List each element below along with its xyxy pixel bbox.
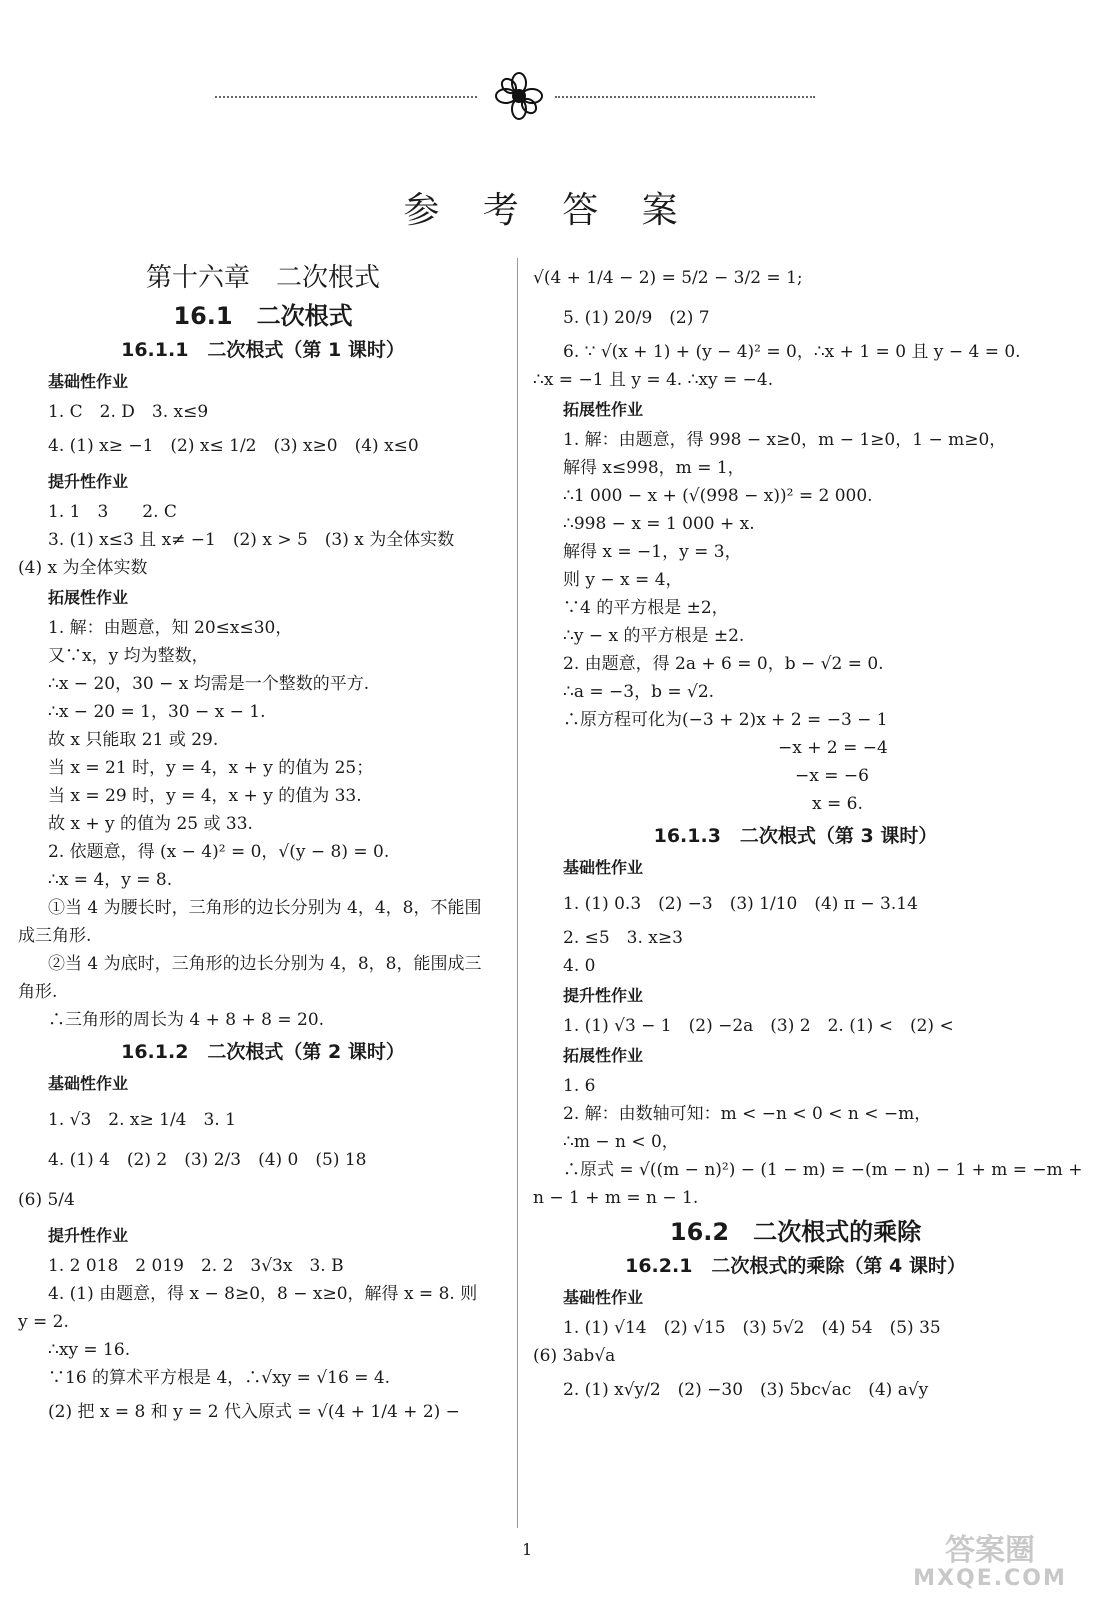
homework-label: 基础性作业 — [48, 1074, 129, 1093]
answer-line: ∴x − 20 = 1，30 − x − 1. — [48, 702, 266, 722]
answer-line: 1. 解：由题意，得 998 − x≥0，m − 1≥0，1 − m≥0， — [563, 430, 1007, 450]
answer-line: −x = −6 — [778, 766, 869, 786]
homework-label: 拓展性作业 — [563, 1046, 644, 1065]
answer-line: (6) 3ab√a — [533, 1346, 616, 1366]
subsection-heading: 16.1.1 二次根式（第 1 课时） — [121, 339, 405, 361]
answer-line: ∵16 的算术平方根是 4，∴√xy = √16 = 4. — [48, 1368, 391, 1388]
homework-label: 基础性作业 — [48, 372, 129, 391]
answer-line: 1. (1) √3 − 1 (2) −2a (3) 2 2. (1) < (2) < — [563, 1016, 954, 1036]
answer-line: ∴m − n < 0， — [563, 1132, 679, 1152]
answer-line: 1. √3 2. x≥ 1/4 3. 1 — [48, 1110, 236, 1130]
answer-line: 1. 解：由题意，知 20≤x≤30， — [48, 618, 293, 638]
answer-line: 1. 2 018 2 019 2. 2 3√3x 3. B — [48, 1256, 344, 1276]
answer-line: ∴a = −3，b = √2. — [563, 682, 715, 702]
answer-line: ∴998 − x = 1 000 + x. — [563, 514, 755, 534]
ornament-dotted-line-right — [555, 96, 815, 98]
header-ornament — [215, 72, 815, 122]
section-heading: 16.2 二次根式的乘除 — [669, 1218, 922, 1246]
answer-line: 成三角形. — [18, 926, 92, 946]
answer-line: ②当 4 为底时，三角形的边长分别为 4，8，8，能围成三 — [48, 954, 482, 974]
section-heading: 16.1 二次根式 — [173, 302, 353, 330]
answer-line: ∴1 000 − x + (√(998 − x))² = 2 000. — [563, 486, 873, 506]
answer-line: 当 x = 29 时，y = 4，x + y 的值为 33. — [48, 786, 362, 806]
answer-line: 故 x + y 的值为 25 或 33. — [48, 814, 253, 834]
page-title: 参 考 答 案 — [403, 190, 694, 231]
page-number: 1 — [522, 1540, 533, 1559]
answer-line: n − 1 + m = n − 1. — [533, 1188, 699, 1208]
answer-line: ∴原式 = √((m − n)²) − (1 − m) = −(m − n) − 1 + m = −m + — [563, 1160, 1083, 1180]
answer-line: 1. C 2. D 3. x≤9 — [48, 402, 209, 422]
answer-line: 2. (1) x√y/2 (2) −30 (3) 5bc√ac (4) a√y — [563, 1380, 929, 1400]
homework-label: 拓展性作业 — [48, 588, 129, 607]
answer-line: 则 y − x = 4， — [563, 570, 683, 590]
answer-line: 4. (1) 4 (2) 2 (3) 2/3 (4) 0 (5) 18 — [48, 1150, 367, 1170]
answer-line: 4. (1) 由题意，得 x − 8≥0，8 − x≥0，解得 x = 8. 则 — [48, 1284, 478, 1304]
answer-line: 1. (1) √14 (2) √15 (3) 5√2 (4) 54 (5) 35 — [563, 1318, 941, 1338]
answer-line: √(4 + 1/4 − 2) = 5/2 − 3/2 = 1; — [533, 268, 803, 288]
answer-line: 当 x = 21 时，y = 4，x + y 的值为 25； — [48, 758, 374, 778]
flower-ornament-icon — [495, 72, 543, 120]
right-column — [533, 258, 1083, 1410]
watermark-text-cn: 答案圈 — [945, 1533, 1035, 1568]
homework-label: 基础性作业 — [563, 858, 644, 877]
answer-line: ∴三角形的周长为 4 + 8 + 8 = 20. — [48, 1010, 325, 1030]
answer-line: 2. 依题意，得 (x − 4)² = 0，√(y − 8) = 0. — [48, 842, 390, 862]
watermark-text-url: MXQE.COM — [913, 1566, 1067, 1591]
subsection-heading: 16.1.2 二次根式（第 2 课时） — [121, 1041, 405, 1063]
homework-label: 提升性作业 — [48, 1226, 129, 1245]
answer-line: 2. 解：由数轴可知：m < −n < 0 < n < −m， — [563, 1104, 932, 1124]
answer-line: 4. (1) x≥ −1 (2) x≤ 1/2 (3) x≥0 (4) x≤0 — [48, 436, 419, 456]
answer-line: (6) 5/4 — [18, 1190, 75, 1210]
answer-line: 2. ≤5 3. x≥3 — [563, 928, 683, 948]
answer-line: ①当 4 为腰长时，三角形的边长分别为 4，4，8，不能围 — [48, 898, 482, 918]
answer-line: ∴y − x 的平方根是 ±2. — [563, 626, 745, 646]
answer-line: 角形. — [18, 982, 58, 1002]
answer-line: 3. (1) x≤3 且 x≠ −1 (2) x > 5 (3) x 为全体实数 — [48, 530, 455, 550]
answer-line: 解得 x = −1，y = 3， — [563, 542, 742, 562]
answer-line: 又∵x，y 均为整数， — [48, 646, 209, 666]
answer-line: 6. ∵ √(x + 1) + (y − 4)² = 0，∴x + 1 = 0 且 y − 4 = 0. — [563, 342, 1021, 362]
answer-line: ∴xy = 16. — [48, 1340, 131, 1360]
ornament-dotted-line-left — [215, 96, 477, 98]
watermark-logo — [900, 1535, 1080, 1591]
answer-line: 5. (1) 20/9 (2) 7 — [563, 308, 710, 328]
answer-line: 解得 x≤998，m = 1， — [563, 458, 745, 478]
answer-line: y = 2. — [18, 1312, 69, 1332]
answer-line: (4) x 为全体实数 — [18, 558, 148, 578]
answer-line: 1. (1) 0.3 (2) −3 (3) 1/10 (4) π − 3.14 — [563, 894, 918, 914]
answer-line: ∴原方程可化为(−3 + 2)x + 2 = −3 − 1 — [563, 710, 888, 730]
homework-label: 基础性作业 — [563, 1288, 644, 1307]
answer-line: ∴x = 4，y = 8. — [48, 870, 173, 890]
answer-line: 1. 6 — [563, 1076, 596, 1096]
left-column — [18, 258, 508, 1432]
answer-line: −x + 2 = −4 — [778, 738, 888, 758]
answer-line: ∴x = −1 且 y = 4. ∴xy = −4. — [533, 370, 774, 390]
homework-label: 拓展性作业 — [563, 400, 644, 419]
answer-line: x = 6. — [778, 794, 863, 814]
column-divider — [517, 258, 518, 1528]
answer-line: 4. 0 — [563, 956, 596, 976]
subsection-heading: 16.2.1 二次根式的乘除（第 4 课时） — [625, 1255, 966, 1277]
answer-line: ∵4 的平方根是 ±2， — [563, 598, 729, 618]
homework-label: 提升性作业 — [563, 986, 644, 1005]
answer-line: ∴x − 20，30 − x 均需是一个整数的平方. — [48, 674, 370, 694]
chapter-heading: 第十六章 二次根式 — [145, 263, 380, 293]
subsection-heading: 16.1.3 二次根式（第 3 课时） — [653, 825, 938, 847]
answer-line: 1. 1 3 2. C — [48, 502, 177, 522]
answer-line: 故 x 只能取 21 或 29. — [48, 730, 219, 750]
answer-line: (2) 把 x = 8 和 y = 2 代入原式 = √(4 + 1/4 + 2) − — [48, 1402, 460, 1422]
homework-label: 提升性作业 — [48, 472, 129, 491]
answer-line: 2. 由题意，得 2a + 6 = 0，b − √2 = 0. — [563, 654, 884, 674]
